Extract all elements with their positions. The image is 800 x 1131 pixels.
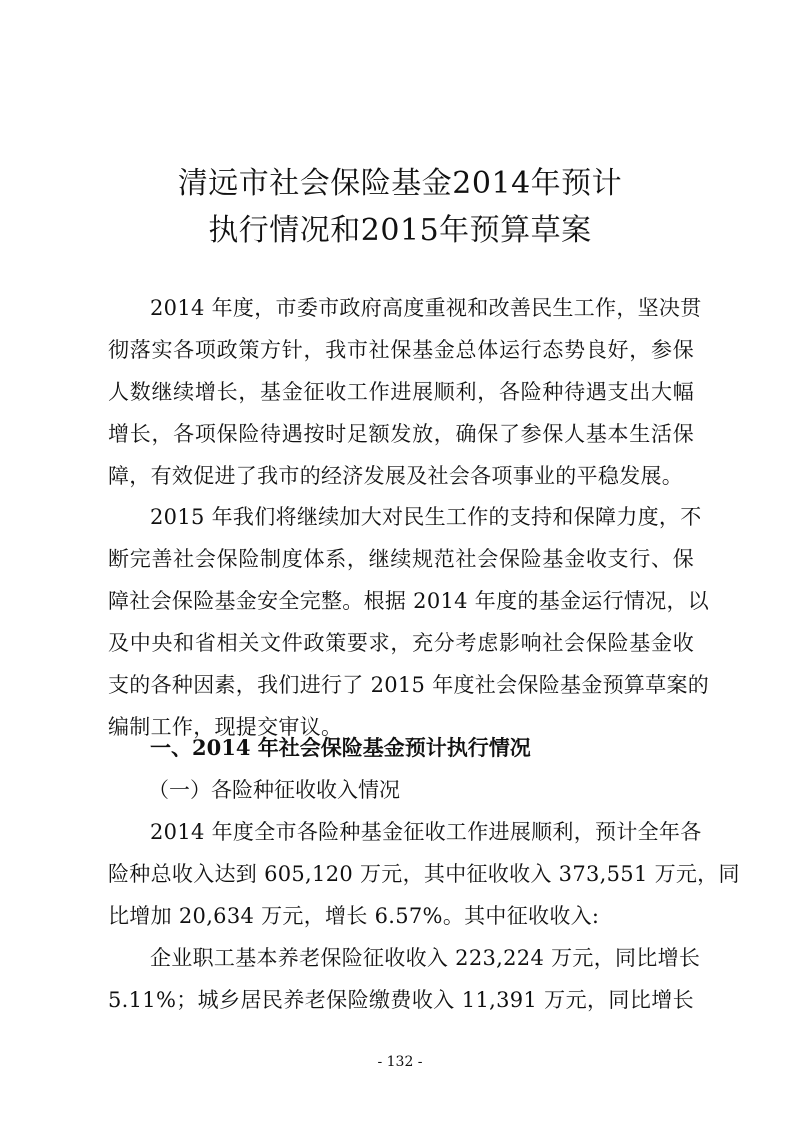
- subsection-heading: （一）各险种征收收入情况: [148, 778, 400, 802]
- paragraph-line: 及中央和省相关文件政策要求，充分考虑影响社会保险基金收: [108, 631, 694, 655]
- document-title-line-2: 执行情况和2015年预算草案: [208, 213, 592, 248]
- paragraph-plan-2015: [108, 496, 710, 748]
- paragraph-line: 险种总收入达到 605,120 万元，其中征收收入 373,551 万元，同: [108, 862, 740, 886]
- paragraph-line: 彻落实各项政策方针，我市社保基金总体运行态势良好，参保: [108, 338, 694, 362]
- paragraph-line: 障，有效促进了我市的经济发展及社会各项事业的平稳发展。: [108, 464, 684, 488]
- paragraph-line: 比增加 20,634 万元，增长 6.57%。其中征收收入:: [108, 904, 600, 928]
- section-heading: 一、2014 年社会保险基金预计执行情况: [150, 735, 531, 760]
- paragraph-line: 编制工作，现提交审议。: [108, 715, 343, 739]
- page-number: - 132 -: [377, 1054, 423, 1070]
- paragraph-line: 断完善社会保险制度体系，继续规范社会保险基金收支行、保: [108, 547, 694, 571]
- paragraph-line: 企业职工基本养老保险征收收入 223,224 万元，同比增长: [150, 946, 701, 970]
- paragraph-line: 增长，各项保险待遇按时足额发放，确保了参保人基本生活保: [108, 422, 694, 446]
- paragraph-income-summary: [108, 811, 740, 937]
- paragraph-overview-2014: [108, 287, 702, 497]
- document-title-line-1: 清远市社会保险基金2014年预计: [177, 166, 623, 201]
- paragraph-line: 5.11%；城乡居民养老保险缴费收入 11,391 万元，同比增长: [108, 988, 694, 1012]
- paragraph-line: 支的各种因素，我们进行了 2015 年度社会保险基金预算草案的: [108, 673, 710, 697]
- paragraph-line: 障社会保险基金安全完整。根据 2014 年度的基金运行情况，以: [108, 589, 710, 613]
- paragraph-pension-income: [108, 937, 701, 1021]
- paragraph-line: 2014 年度全市各险种基金征收工作进展顺利，预计全年各: [150, 820, 702, 844]
- paragraph-line: 2014 年度，市委市政府高度重视和改善民生工作，坚决贯: [150, 296, 702, 320]
- paragraph-line: 2015 年我们将继续加大对民生工作的支持和保障力度，不: [150, 505, 702, 529]
- paragraph-line: 人数继续增长，基金征收工作进展顺利，各险种待遇支出大幅: [108, 380, 694, 404]
